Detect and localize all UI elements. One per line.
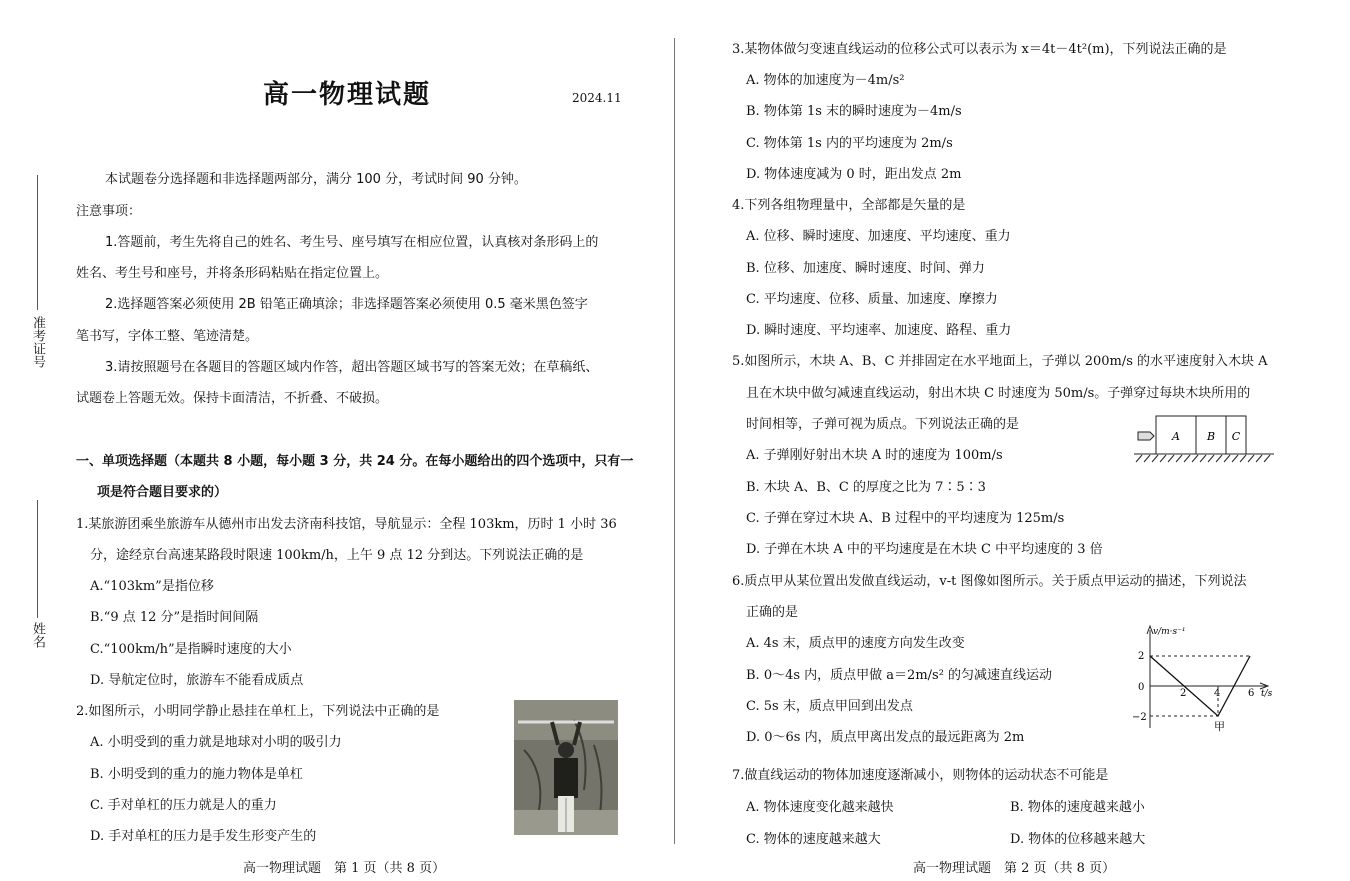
y-tick-label: 2 — [1138, 651, 1145, 662]
question-7-option-b: B. 物体的速度越来越小 — [1010, 800, 1145, 815]
question-5-option-a: A. 子弹刚好射出木块 A 时的速度为 100m/s — [746, 448, 1003, 463]
question-4-option-d: D. 瞬时速度、平均速率、加速度、路程、重力 — [746, 323, 1012, 338]
y-axis-label: v/m·s⁻¹ — [1153, 627, 1186, 637]
question-5-stem-cont: 且在木块中做匀减速直线运动，射出木块 C 时速度为 50m/s。子弹穿过每块木块所用的 — [746, 386, 1251, 401]
question-1-option-b: B.“9 点 12 分”是指时间间隔 — [90, 610, 259, 625]
question-4-option-b: B. 位移、加速度、瞬时速度、时间、弹力 — [746, 261, 985, 276]
section-title: 一、单项选择题（本题共 8 小题，每小题 3 分，共 24 分。在每小题给出的四个选项中，只有一 — [76, 454, 634, 469]
block-a-label: A — [1172, 430, 1180, 443]
question-5-option-c: C. 子弹在穿过木块 A、B 过程中的平均速度为 125m/s — [746, 511, 1065, 526]
note-line: 姓名、考生号和座号，并将条形码粘贴在指定位置上。 — [76, 266, 389, 281]
question-2-option-c: C. 手对单杠的压力就是人的重力 — [90, 798, 277, 813]
question-6-option-d: D. 0～6s 内，质点甲离出发点的最远距离为 2m — [746, 730, 1025, 745]
question-7-option-d: D. 物体的位移越来越大 — [1010, 832, 1146, 847]
question-1-option-c: C.“100km/h”是指瞬时速度的大小 — [90, 642, 292, 657]
question-3-option-b: B. 物体第 1s 末的瞬时速度为－4m/s — [746, 104, 962, 119]
question-4-option-a: A. 位移、瞬时速度、加速度、平均速度、重力 — [746, 229, 1011, 244]
question-5-option-d: D. 子弹在木块 A 中的平均速度是在木块 C 中平均速度的 3 倍 — [746, 542, 1103, 557]
question-6-option-c: C. 5s 末，质点甲回到出发点 — [746, 699, 913, 714]
block-c-label: C — [1231, 430, 1241, 443]
question-1-stem: 1.某旅游团乘坐旅游车从德州市出发去济南科技馆，导航显示：全程 103km，历时 1 小时 36 — [76, 517, 617, 532]
question-3-option-d: D. 物体速度减为 0 时，距出发点 2m — [746, 167, 962, 182]
x-axis-label: t/s — [1261, 689, 1273, 699]
question-6-stem-cont: 正确的是 — [746, 605, 799, 620]
notice-heading: 注意事项： — [76, 204, 142, 219]
vt-graph — [1108, 620, 1280, 732]
question-2-option-a: A. 小明受到的重力就是地球对小明的吸引力 — [90, 735, 342, 750]
question-5-option-b: B. 木块 A、B、C 的厚度之比为 7∶5∶3 — [746, 480, 986, 495]
y-tick-label: 0 — [1138, 682, 1145, 693]
blocks-diagram — [1132, 412, 1277, 464]
question-4-stem: 4.下列各组物理量中，全部都是矢量的是 — [732, 198, 966, 213]
question-4-option-c: C. 平均速度、位移、质量、加速度、摩擦力 — [746, 292, 998, 307]
y-tick-label: −2 — [1132, 712, 1147, 723]
question-5-stem: 5.如图所示，木块 A、B、C 并排固定在水平地面上，子弹以 200m/s 的水平速度射入木块 A — [732, 354, 1268, 369]
question-7-option-a: A. 物体速度变化越来越快 — [746, 800, 894, 815]
question-2-option-b: B. 小明受到的重力的施力物体是单杠 — [90, 767, 303, 782]
question-2-option-d: D. 手对单杠的压力是手发生形变产生的 — [90, 829, 317, 844]
exam-date: 2024.11 — [572, 91, 622, 105]
question-1-stem-cont: 分，途经京台高速某路段时限速 100km/h，上午 9 点 12 分到达。下列说法正确的是 — [90, 548, 584, 563]
note-line: 2.选择题答案必须使用 2B 铅笔正确填涂；非选择题答案必须使用 0.5 毫米黑色签字 — [105, 297, 588, 312]
question-1-option-a: A.“103km”是指位移 — [90, 579, 214, 594]
binding-line — [37, 500, 38, 618]
block-b-label: B — [1206, 430, 1216, 443]
question-3-option-c: C. 物体第 1s 内的平均速度为 2m/s — [746, 136, 953, 151]
x-tick-label: 2 — [1180, 688, 1187, 699]
question-6-option-a: A. 4s 末，质点甲的速度方向发生改变 — [746, 636, 965, 651]
question-7-stem: 7.做直线运动的物体加速度逐渐减小，则物体的运动状态不可能是 — [732, 768, 1109, 783]
page-divider — [674, 38, 675, 844]
note-line: 笔书写，字体工整、笔迹清楚。 — [76, 329, 259, 344]
x-tick-label: 6 — [1248, 688, 1255, 699]
question-3-stem: 3.某物体做匀变速直线运动的位移公式可以表示为 x＝4t－4t²(m)，下列说法正确的是 — [732, 42, 1227, 57]
curve-label: 甲 — [1214, 720, 1225, 732]
name-label: 姓名 — [30, 622, 45, 648]
footer-page-1: 高一物理试题 第 1 页（共 8 页） — [243, 861, 446, 876]
note-line: 3.请按照题号在各题目的答题区域内作答，超出答题区域书写的答案无效；在草稿纸、 — [105, 360, 599, 375]
question-7-option-c: C. 物体的速度越来越大 — [746, 832, 881, 847]
question-2-stem: 2.如图所示，小明同学静止悬挂在单杠上，下列说法中正确的是 — [76, 704, 440, 719]
note-line: 试题卷上答题无效。保持卡面清洁，不折叠、不破损。 — [76, 391, 389, 406]
question-1-option-d: D. 导航定位时，旅游车不能看成质点 — [90, 673, 304, 688]
binding-line — [37, 175, 38, 310]
bullet-icon — [1138, 432, 1154, 440]
exam-number-label: 准考证号 — [30, 316, 45, 368]
question-6-stem: 6.质点甲从某位置出发做直线运动，v-t 图像如图所示。关于质点甲运动的描述，下列说法 — [732, 574, 1247, 589]
note-line: 1.答题前，考生先将自己的姓名、考生号、座号填写在相应位置，认真核对条形码上的 — [105, 235, 599, 250]
intro-text: 本试题卷分选择题和非选择题两部分，满分 100 分，考试时间 90 分钟。 — [105, 172, 527, 187]
question-5-stem-cont: 时间相等，子弹可视为质点。下列说法正确的是 — [746, 417, 1020, 432]
footer-page-2: 高一物理试题 第 2 页（共 8 页） — [913, 861, 1116, 876]
section-title-cont: 项是符合题目要求的） — [97, 485, 228, 500]
page-title: 高一物理试题 — [263, 80, 432, 110]
ground-hatch — [1136, 455, 1270, 462]
pull-up-photo — [514, 700, 618, 835]
question-6-option-b: B. 0～4s 内，质点甲做 a＝2m/s² 的匀减速直线运动 — [746, 668, 1053, 683]
x-tick-label: 4 — [1214, 688, 1221, 699]
question-3-option-a: A. 物体的加速度为－4m/s² — [746, 73, 905, 88]
